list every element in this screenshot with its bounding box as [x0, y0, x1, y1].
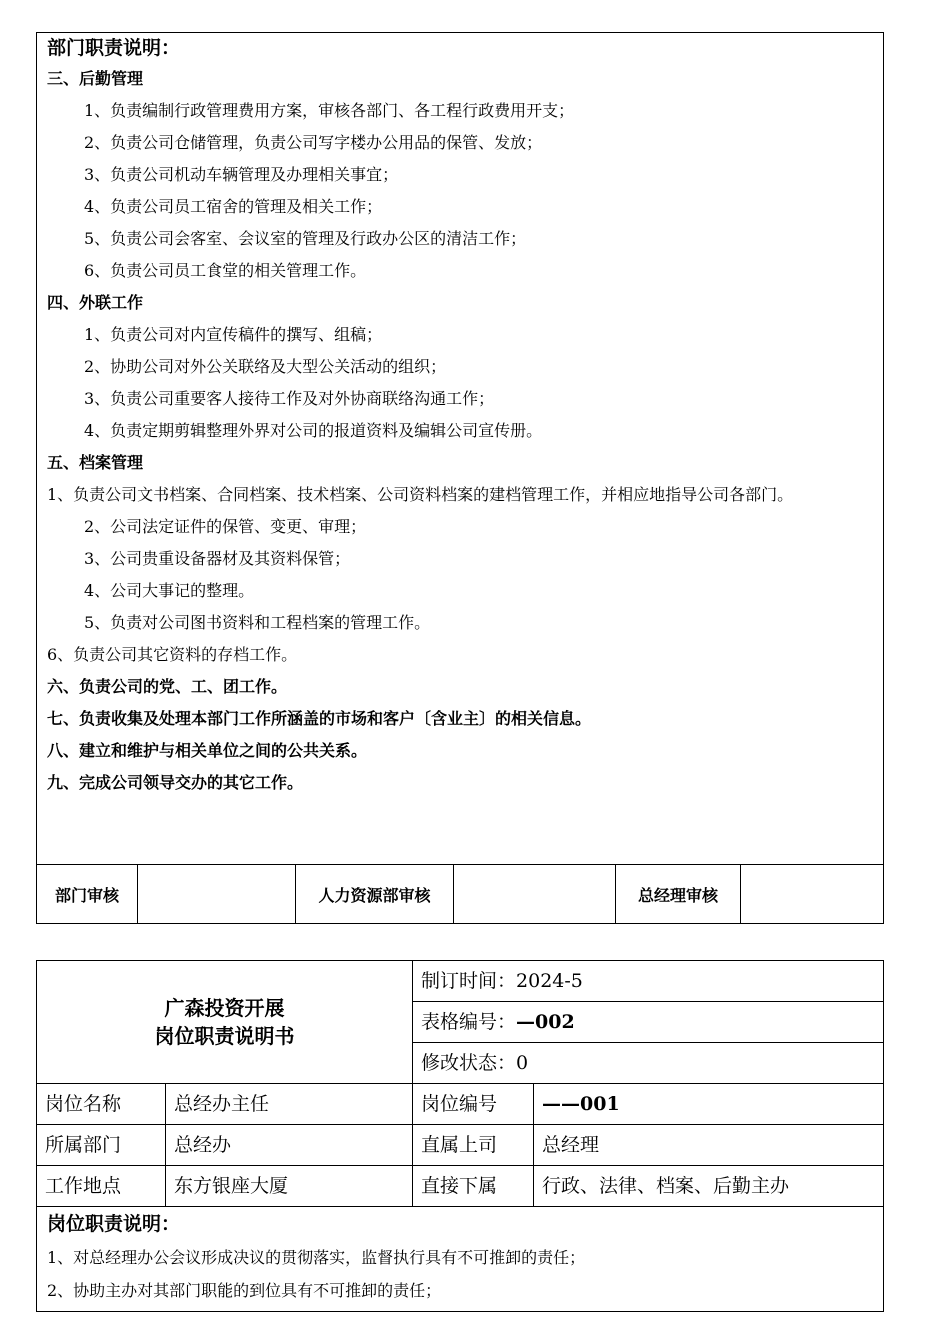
- list-item: 2、协助主办对其部门职能的到位具有不可推卸的责任；: [47, 1281, 442, 1300]
- revision-status-label: 修改状态：: [421, 1052, 517, 1074]
- hr-approval-field[interactable]: [454, 865, 616, 924]
- position-name-value: 总经办主任: [166, 1084, 413, 1125]
- form-number-cell: [413, 1002, 884, 1043]
- list-item: 1、负责公司文书档案、合同档案、技术档案、公司资料档案的建档管理工作，并相应地指导公司各部门。: [47, 485, 794, 504]
- position-name-label: 岗位名称: [37, 1084, 166, 1125]
- revision-date-value: 2024-5: [516, 970, 583, 992]
- table-row: [37, 1084, 884, 1125]
- position-duties: [47, 1207, 873, 1307]
- form-number-value: —002: [516, 1011, 575, 1033]
- section-title-archives: 五、档案管理: [47, 453, 144, 472]
- section-title-market-info: 七、负责收集及处理本部门工作所涵盖的市场和客户〔含业主〕的相关信息。: [47, 709, 592, 728]
- revision-status-value: 0: [516, 1052, 529, 1074]
- supervisor-value: 总经理: [534, 1125, 884, 1166]
- section-title-logistics: 三、后勤管理: [47, 69, 144, 88]
- list-item: 1、负责编制行政管理费用方案，审核各部门、各工程行政费用开支；: [84, 101, 575, 120]
- gm-approval-field[interactable]: [741, 865, 884, 924]
- position-description-card: [36, 960, 884, 1312]
- list-item: 1、对总经理办公会议形成决议的贯彻落实，监督执行具有不可推卸的责任；: [47, 1248, 586, 1267]
- dept-duties-heading: 部门职责说明：: [47, 37, 181, 59]
- list-item: 3、负责公司机动车辆管理及办理相关事宜；: [84, 165, 399, 184]
- list-item: 4、公司大事记的整理。: [84, 581, 255, 600]
- section-title-other-tasks: 九、完成公司领导交办的其它工作。: [47, 773, 304, 792]
- section-title-party: 六、负责公司的党、工、团工作。: [47, 677, 288, 696]
- revision-date-cell: [413, 961, 884, 1002]
- supervisor-label: 直属上司: [413, 1125, 534, 1166]
- revision-status-cell: [413, 1043, 884, 1084]
- list-item: 6、负责公司其它资料的存档工作。: [47, 645, 298, 664]
- list-item: 5、负责对公司图书资料和工程档案的管理工作。: [84, 613, 431, 632]
- revision-date-label: 制订时间：: [421, 970, 517, 992]
- list-item: 6、负责公司员工食堂的相关管理工作。: [84, 261, 367, 280]
- list-item: 2、负责公司仓储管理，负责公司写字楼办公用品的保管、发放；: [84, 133, 543, 152]
- work-location-value: 东方银座大厦: [166, 1166, 413, 1207]
- table-row: [37, 1125, 884, 1166]
- department-duties-card: [36, 32, 884, 924]
- doc-title: 岗位职责说明书: [154, 1024, 295, 1048]
- list-item: 2、公司法定证件的保管、变更、审理；: [84, 517, 367, 536]
- dept-approval-label: 部门审核: [37, 865, 138, 924]
- gm-approval-label: 总经理审核: [616, 865, 741, 924]
- section-title-public-relations: 四、外联工作: [47, 293, 144, 312]
- list-item: 5、负责公司会客室、会议室的管理及行政办公区的清洁工作；: [84, 229, 527, 248]
- subordinates-label: 直接下属: [413, 1166, 534, 1207]
- list-item: 2、协助公司对外公关联络及大型公关活动的组织；: [84, 357, 447, 376]
- document-title: [37, 961, 413, 1084]
- position-duties-heading: 岗位职责说明：: [47, 1213, 181, 1235]
- hr-approval-label: 人力资源部审核: [296, 865, 454, 924]
- table-row: [37, 1166, 884, 1207]
- form-number-label: 表格编号：: [421, 1011, 517, 1033]
- list-item: 3、负责公司重要客人接待工作及对外协商联络沟通工作；: [84, 389, 495, 408]
- company-name: 广森投资开展: [164, 996, 285, 1020]
- position-number-value: ——001: [534, 1084, 884, 1125]
- list-item: 3、公司贵重设备器材及其资料保管；: [84, 549, 351, 568]
- dept-approval-field[interactable]: [138, 865, 296, 924]
- department-label: 所属部门: [37, 1125, 166, 1166]
- subordinates-value: 行政、法律、档案、后勤主办: [534, 1166, 884, 1207]
- list-item: 4、负责公司员工宿舍的管理及相关工作；: [84, 197, 383, 216]
- section-title-public-relationship: 八、建立和维护与相关单位之间的公共关系。: [47, 741, 368, 760]
- approval-row: [36, 864, 884, 924]
- work-location-label: 工作地点: [37, 1166, 166, 1207]
- position-number-label: 岗位编号: [413, 1084, 534, 1125]
- list-item: 4、负责定期剪辑整理外界对公司的报道资料及编辑公司宣传册。: [84, 421, 543, 440]
- department-value: 总经办: [166, 1125, 413, 1166]
- list-item: 1、负责公司对内宣传稿件的撰写、组稿；: [84, 325, 383, 344]
